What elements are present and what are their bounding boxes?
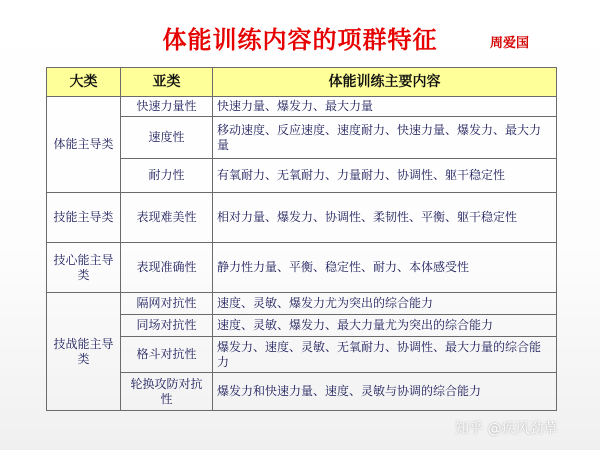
table-row xyxy=(47,243,557,293)
subcategory-cell: 表现准确性 xyxy=(121,243,213,293)
table-row xyxy=(47,373,557,411)
subcategory-cell: 表现难美性 xyxy=(121,193,213,243)
subcategory-cell: 隔网对抗性 xyxy=(121,293,213,315)
author-name: 周爱国 xyxy=(490,36,530,51)
slide-title: 体能训练内容的项群特征 xyxy=(162,26,438,54)
table-row xyxy=(47,315,557,337)
table-row xyxy=(47,97,557,117)
header-category: 大类 xyxy=(47,68,121,97)
subcategory-cell: 格斗对抗性 xyxy=(121,337,213,373)
content-cell: 速度、灵敏、爆发力尤为突出的综合能力 xyxy=(213,293,557,315)
header-content: 体能训练主要内容 xyxy=(213,68,557,97)
table-row xyxy=(47,293,557,315)
subcategory-cell: 速度性 xyxy=(121,117,213,159)
watermark: 知乎 @疾风劲草 xyxy=(455,421,558,437)
table-header-row xyxy=(47,68,557,97)
subcategory-cell: 同场对抗性 xyxy=(121,315,213,337)
content-cell: 爆发力和快速力量、速度、灵敏与协调的综合能力 xyxy=(213,373,557,411)
table-row xyxy=(47,117,557,159)
header-subcategory: 亚类 xyxy=(121,68,213,97)
subcategory-cell: 轮换攻防对抗性 xyxy=(121,373,213,411)
table-row xyxy=(47,159,557,193)
content-cell: 相对力量、爆发力、协调性、柔韧性、平衡、躯干稳定性 xyxy=(213,193,557,243)
content-cell: 速度、灵敏、爆发力、最大力量尤为突出的综合能力 xyxy=(213,315,557,337)
subcategory-cell: 耐力性 xyxy=(121,159,213,193)
category-cell: 技心能主导类 xyxy=(47,243,121,293)
content-cell: 有氧耐力、无氧耐力、力量耐力、协调性、躯干稳定性 xyxy=(213,159,557,193)
content-cell: 移动速度、反应速度、速度耐力、快速力量、爆发力、最大力量 xyxy=(213,117,557,159)
content-cell: 爆发力、速度、灵敏、无氧耐力、协调性、最大力量的综合能力 xyxy=(213,337,557,373)
training-content-table xyxy=(46,67,557,411)
category-cell: 技战能主导类 xyxy=(47,293,121,411)
category-cell: 体能主导类 xyxy=(47,97,121,193)
category-cell: 技能主导类 xyxy=(47,193,121,243)
content-cell: 快速力量、爆发力、最大力量 xyxy=(213,97,557,117)
content-cell: 静力性力量、平衡、稳定性、耐力、本体感受性 xyxy=(213,243,557,293)
table-row xyxy=(47,337,557,373)
subcategory-cell: 快速力量性 xyxy=(121,97,213,117)
table-row xyxy=(47,193,557,243)
